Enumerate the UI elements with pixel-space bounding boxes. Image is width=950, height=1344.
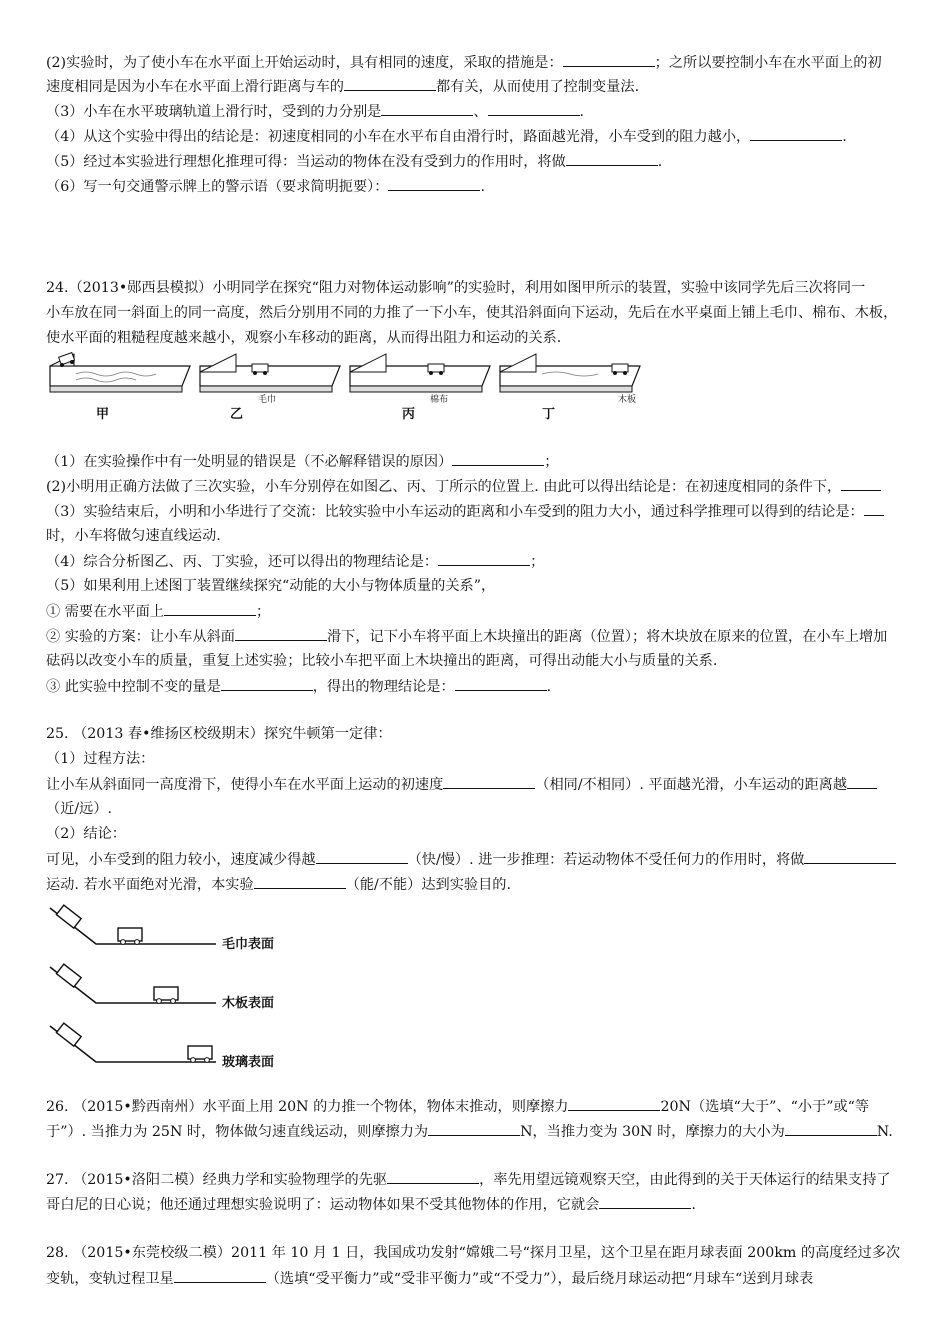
q24-text: ； [530,554,545,570]
q23-text: (2)实验时，为了使小车在水平面上开始运动时，具有相同的速度，采取的措施是： [46,55,563,71]
answer-blank[interactable] [488,101,580,116]
answer-blank[interactable] [455,676,547,691]
q23-text: . [480,179,485,195]
q28-line-1: 28. （2015•东莞校级二模）2011 年 10 月 1 日，我国成功发射“嫦娥二号“探月卫星，这个卫星在距月球表面 200km 的高度经过多次 [46,1245,901,1261]
q24-part-1 [46,451,910,472]
q24-part-2 [46,476,910,497]
setup-ding [500,354,640,422]
q23-text: . [657,154,663,170]
q23-line-2 [46,52,910,73]
q26-text: N. [876,1124,893,1140]
answer-blank[interactable] [785,1121,877,1136]
ramp-board [50,964,274,1011]
q26-text: 26. （2015•黔西南州）水平面上用 20N 的力推一个物体，物体末推动，则摩擦力 [46,1099,569,1115]
answer-blank[interactable] [443,774,535,789]
ramp-glass [50,1023,274,1070]
q25-figure [46,896,306,1072]
q23-text: 、 [473,104,488,120]
q25-text: 运动. 若水平面绝对光滑，本实验 [46,877,254,893]
q25-line-7 [46,874,910,895]
answer-blank[interactable] [452,451,544,466]
answer-blank[interactable] [174,1268,266,1283]
q23-line-2b [46,76,910,97]
answer-blank[interactable] [381,101,473,116]
q24-text: . [546,679,552,695]
q24-text: 滑下，记下小车将平面上木块撞出的距离（位置）；将木块放在原来的位置，在小车上增加 [326,629,888,645]
q25-text: （相同/不相同）. 平面越光滑，小车运动的距离越 [535,777,848,793]
q24-text: (2)小明用正确方法做了三次实验，小车分别停在如图乙、丙、丁所示的位置上. 由此可以得出结论是：在初速度相同的条件下， [46,479,842,495]
q27-line-1 [46,1169,910,1190]
label-bing: 丙 [402,407,416,422]
answer-blank[interactable] [563,52,655,67]
q24-stem-1: 24.（2013•郧西县模拟）小明同学在探究“阻力对物体运动影响”的实验时，利用如图甲所示的装置，实验中该同学先后三次将同一 [46,280,866,296]
q26-text: N，当推力变为 30N 时，摩擦力的大小为 [520,1124,785,1140]
answer-blank[interactable] [221,676,313,691]
q25-text: （快/慢）. 进一步推理：若运动物体不受任何力的作用时，将做 [407,852,805,868]
answer-blank[interactable] [438,551,530,566]
q23-text: （6）写一句交通警示牌上的警示语（要求简明扼要）： [46,179,389,195]
answer-blank[interactable] [864,501,884,516]
answer-blank[interactable] [254,874,346,889]
q24-text: （3）实验结束后，小明和小华进行了交流：比较实验中小车运动的距离和小车受到的阻力大小，通过科学推理可以得到的结论是： [46,504,864,520]
q23-text: . [579,104,585,120]
answer-blank[interactable] [841,476,881,491]
q25-text: 让小车从斜面同一高度滑下，使得小车在水平面上运动的初速度 [46,777,444,793]
q27-text: ，率先用望远镜观察天空，由此得到的关于天体运行的结果支持了 [479,1172,891,1188]
q24-text: （1）在实验操作中有一处明显的错误是（不必解释错误的原因） [46,454,453,470]
q24-figure [46,352,666,432]
q23-line-3 [46,101,910,122]
q24-stem-2: 小车放在同一斜面上的同一高度，然后分别用不同的力推了一下小车，使其沿斜面向下运动，先后在水平桌面上铺上毛巾、棉布、木板， [46,305,898,321]
q24-text: ，得出的物理结论是： [312,679,455,695]
q23-text: ；之所以要控制小车在水平面上的初 [654,55,882,71]
answer-blank[interactable] [164,601,256,616]
q23-text: （5）经过本实验进行理想化推理可得：当运动的物体在没有受到力的作用时，将做 [46,154,566,170]
surface-board: 木板 [618,395,637,405]
q27-line-2 [46,1194,910,1215]
q23-text: 速度相同是因为小车在水平面上滑行距离与车的 [46,79,344,95]
q23-text: （3）小车在水平玻璃轨道上滑行时，受到的力分别是 [46,104,382,120]
answer-blank[interactable] [344,76,436,91]
q27-text: . [691,1197,696,1213]
setup-jia [50,353,190,422]
q24-text: ； [544,454,559,470]
q24-text: ② 实验的方案：让小车从斜面 [46,629,235,645]
q23-text: 都有关，从而使用了控制变量法. [435,79,640,95]
q23-line-4 [46,126,910,147]
answer-blank[interactable] [388,176,480,191]
q24-sub-1 [46,601,910,622]
q24-text: ③ 此实验中控制不变的量是 [46,679,221,695]
q24-part-5: （5）如果利用上述图丁装置继续探究“动能的大小与物体质量的关系”， [46,578,496,594]
q25-stem: 25. （2013 春•维扬区校级期末）探究牛顿第一定律： [46,726,392,742]
q28-text: 变轨，变轨过程卫星 [46,1271,174,1287]
q23-line-6 [46,176,910,197]
q24-part-3 [46,501,910,522]
q26-line-2 [46,1121,910,1142]
q23-line-5 [46,151,910,172]
answer-blank[interactable] [568,1096,660,1111]
label-towel-surface: 毛巾表面 [222,937,275,952]
q25-part-1: （1）过程方法： [46,751,155,767]
q24-part-4 [46,551,910,572]
setup-yi [200,354,340,422]
q23-text: . [842,129,847,145]
q24-text: ； [256,604,271,620]
q27-text: 27. （2015•洛阳二模）经典力学和实验物理学的先驱 [46,1172,388,1188]
q25-line-4: （近/远）. [46,801,113,817]
q24-sub-3 [46,676,910,697]
answer-blank[interactable] [566,151,658,166]
label-glass-surface: 玻璃表面 [222,1055,275,1070]
answer-blank[interactable] [428,1121,520,1136]
q24-text: ① 需要在水平面上 [46,604,165,620]
answer-blank[interactable] [804,849,896,864]
label-yi: 乙 [230,407,244,422]
label-ding: 丁 [542,407,556,422]
q25-line-6 [46,849,910,870]
q24-sub-2b: 砝码以改变小车的质量，重复上述实验；比较小车把平面上木块撞出的距离，可得出动能大小与质量的关系. [46,653,718,669]
label-board-surface: 木板表面 [222,996,275,1011]
q23-text: （4）从这个实验中得出的结论是：初速度相同的小车在水平布自由滑行时，路面越光滑，小车受到的阻力越小， [46,129,751,145]
q26-text: 于”）. 当推力为 25N 时，物体做匀速直线运动，则摩擦力为 [46,1124,429,1140]
answer-blank[interactable] [387,1169,479,1184]
q26-text: 20N（选填“大于”、“小于”或“等 [660,1099,870,1115]
surface-cotton: 棉布 [430,395,449,405]
surface-towel: 毛巾 [258,395,277,405]
answer-blank[interactable] [750,126,842,141]
answer-blank[interactable] [235,626,327,641]
q27-text: 哥白尼的日心说；他还通过理想实验说明了：运动物体如果不受其他物体的作用，它就会 [46,1197,600,1213]
ramp-towel [50,905,274,952]
q24-stem-3: 使水平面的粗糙程度越来越小，观察小车移动的距离，从而得出阻力和运动的关系. [46,330,562,346]
q25-text: 可见，小车受到的阻力较小，速度减少得越 [46,852,316,868]
q25-text: （能/不能）达到实验目的. [345,877,512,893]
label-jia: 甲 [96,407,110,422]
q24-sub-2 [46,626,910,647]
q24-part-3b: 时，小车将做匀速直线运动. [46,528,221,544]
q26-line-1 [46,1096,910,1117]
q28-text: （选填“受平衡力”或“受非平衡力”或“不受力”），最后绕月球运动把“月球车“送到月球表 [265,1271,814,1287]
answer-blank[interactable] [847,774,877,789]
q25-line-3 [46,774,910,795]
q25-part-2: （2）结论： [46,826,126,842]
q28-line-2 [46,1268,910,1289]
answer-blank[interactable] [599,1194,691,1209]
q24-text: （4）综合分析图乙、丙、丁实验，还可以得出的物理结论是： [46,554,439,570]
answer-blank[interactable] [316,849,408,864]
setup-bing [350,354,490,422]
